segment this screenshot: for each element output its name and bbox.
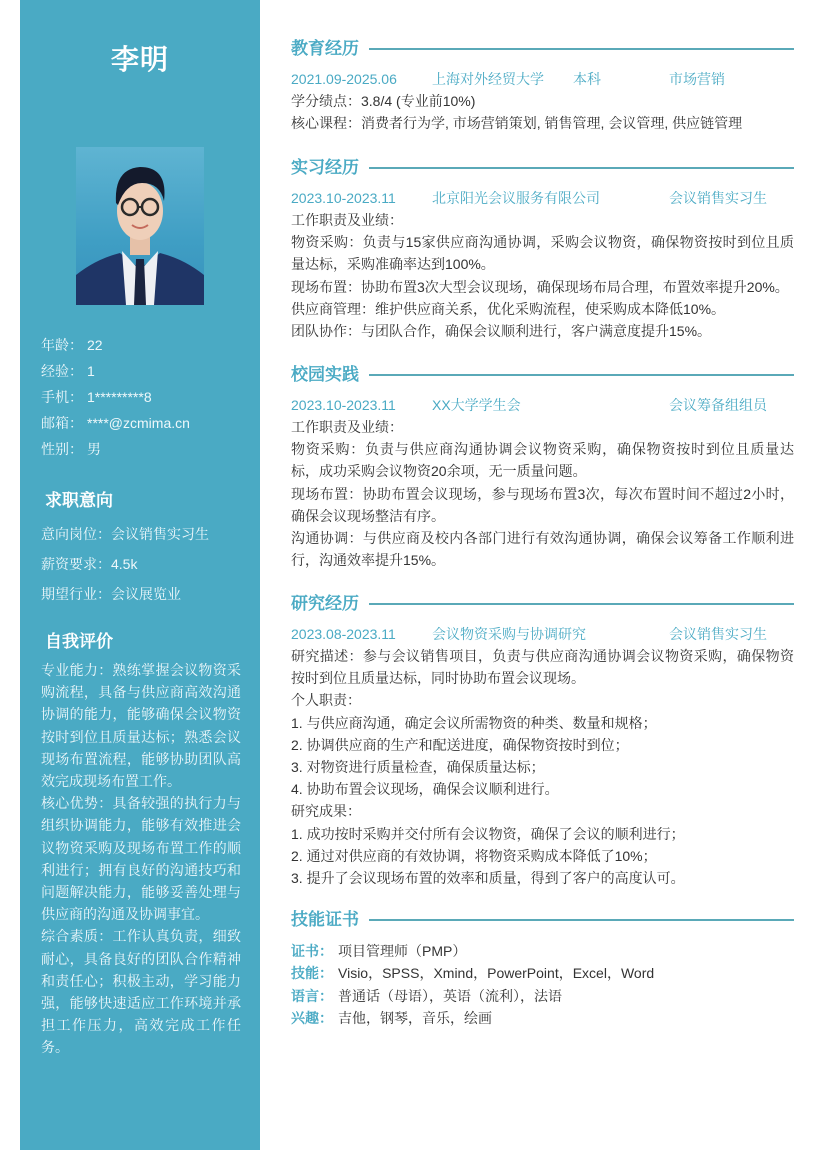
- skill-label: 语言：: [291, 987, 333, 1004]
- intent-label: 意向岗位：: [41, 526, 111, 542]
- skill-certificate: [291, 940, 794, 962]
- entry-header: [291, 623, 794, 645]
- section-rule: [369, 48, 794, 50]
- info-value: 22: [87, 337, 103, 353]
- skill-interests: [291, 1007, 794, 1029]
- section-education: [291, 36, 794, 134]
- entry-period: 2023.10-2023.11: [291, 397, 396, 413]
- skill-label: 兴趣：: [291, 1010, 333, 1027]
- skill-value: 项目管理师（PMP）: [338, 943, 467, 959]
- intent-title: 求职意向: [45, 491, 113, 510]
- body-line: 3. 对物资进行质量检查，确保质量达标；: [291, 759, 545, 776]
- body-line: 1. 与供应商沟通，确定会议所需物资的种类、数量和规格；: [291, 714, 657, 731]
- info-value: 男: [87, 441, 101, 457]
- section-rule: [369, 919, 794, 921]
- body-line: 个人职责：: [291, 692, 361, 709]
- info-label: 经验：: [41, 363, 83, 379]
- body-line: 研究描述：参与会议销售项目，负责与供应商沟通协调会议物资采购，确保物资按时到位且质量达标，同时协助布置会议现场。: [291, 648, 794, 687]
- body-line: 2. 协调供应商的生产和配送进度，确保物资按时到位；: [291, 736, 629, 753]
- info-label: 性别：: [41, 441, 83, 457]
- intent-salary: [41, 552, 256, 582]
- intent-value: 会议销售实习生: [111, 526, 209, 542]
- body-line: 学分绩点：3.8/4 (专业前10%): [291, 93, 476, 109]
- body-line: 现场布置：协助布置3次大型会议现场，确保现场布局合理，布置效率提升20%。: [291, 278, 789, 295]
- section-header: [291, 155, 794, 181]
- section-title: 教育经历: [291, 36, 367, 62]
- entry-role: 会议销售实习生: [669, 626, 767, 642]
- body-line: 现场布置：协助布置会议现场，参与现场布置3次，每次布置时间不超过2小时，确保会议现场整洁有序。: [291, 485, 794, 524]
- info-age: [41, 334, 251, 360]
- entry-body: [291, 90, 794, 134]
- intent-value: 会议展览业: [111, 586, 181, 602]
- skill-tools: [291, 962, 794, 984]
- info-label: 邮箱：: [41, 415, 83, 431]
- portrait-icon: [76, 147, 204, 305]
- skills-list: [291, 940, 794, 1030]
- entry-school: 上海对外经贸大学: [432, 71, 544, 87]
- section-title: 研究经历: [291, 591, 367, 617]
- section-campus: [291, 362, 794, 571]
- entry-body: [291, 416, 794, 571]
- intent-label: 薪资要求：: [41, 556, 111, 572]
- profile-photo: [76, 147, 204, 305]
- skill-label: 技能：: [291, 965, 333, 982]
- body-line: 3. 提升了会议现场布置的效率和质量，得到了客户的高度认可。: [291, 870, 685, 887]
- entry-period: 2021.09-2025.06: [291, 71, 397, 87]
- intent-label: 期望行业：: [41, 586, 111, 602]
- self-eval-title: 自我评价: [45, 632, 113, 651]
- section-research: [291, 591, 794, 889]
- entry-body: [291, 209, 794, 342]
- info-experience: [41, 360, 251, 386]
- entry-period: 2023.08-2023.11: [291, 626, 396, 642]
- section-title: 实习经历: [291, 155, 367, 181]
- section-rule: [369, 603, 794, 605]
- section-rule: [369, 374, 794, 376]
- personal-info: [41, 334, 251, 464]
- body-line: 2. 通过对供应商的有效协调，将物资采购成本降低了10%；: [291, 847, 657, 864]
- info-value: ****@zcmima.cn: [87, 415, 190, 431]
- skill-languages: [291, 985, 794, 1007]
- section-title: 技能证书: [291, 907, 367, 933]
- body-line: 物资采购：负责与供应商沟通协调会议物资采购，确保物资按时到位且质量达标，成功采购会议物资20余项，无一质量问题。: [291, 441, 794, 480]
- info-label: 手机：: [41, 389, 83, 405]
- section-header: [291, 362, 794, 388]
- entry-role: 会议筹备组组员: [669, 397, 767, 413]
- intent-value: 4.5k: [111, 556, 138, 572]
- entry-major: 市场营销: [669, 71, 725, 87]
- body-line: 核心课程：消费者行为学, 市场营销策划, 销售管理, 会议管理, 供应链管理: [291, 115, 743, 132]
- entry-header: [291, 394, 794, 416]
- info-label: 年龄：: [41, 337, 83, 353]
- body-line: 1. 成功按时采购并交付所有会议物资，确保了会议的顺利进行；: [291, 825, 685, 842]
- skill-value: 吉他，钢琴，音乐，绘画: [338, 1010, 492, 1027]
- candidate-name: 李明: [110, 44, 169, 75]
- body-line: 研究成果：: [291, 803, 361, 820]
- entry-header: [291, 68, 794, 90]
- entry-header: [291, 187, 794, 209]
- section-skills: [291, 907, 794, 1030]
- body-line: 工作职责及业绩：: [291, 212, 403, 228]
- eval-paragraph: 综合素质：工作认真负责，细致耐心，具备良好的团队合作精神和责任心；积极主动，学习能力强，能够快速适应工作环境并承担工作压力，高效完成工作任务。: [41, 928, 241, 1056]
- skill-value: 普通话（母语），英语（流利），法语: [338, 987, 562, 1004]
- body-line: 物资采购：负责与15家供应商沟通协调，采购会议物资，确保物资按时到位且质量达标，采购准确率达到100%。: [291, 234, 794, 273]
- intent-industry: [41, 582, 256, 612]
- info-value: 1: [87, 363, 95, 379]
- section-header: [291, 591, 794, 617]
- intent-position: [41, 522, 256, 552]
- body-line: 沟通协调：与供应商及校内各部门进行有效沟通协调，确保会议筹备工作顺利进行，沟通效率提升15%。: [291, 530, 794, 569]
- section-rule: [369, 167, 794, 169]
- entry-body: [291, 645, 794, 889]
- info-value: 1*********8: [87, 389, 152, 405]
- info-email: [41, 412, 251, 438]
- body-line: 供应商管理：维护供应商关系，优化采购流程，使采购成本降低10%。: [291, 300, 726, 317]
- entry-project: 会议物资采购与协调研究: [432, 626, 586, 642]
- entry-role: 会议销售实习生: [669, 190, 767, 206]
- body-line: 团队协作：与团队合作，确保会议顺利进行，客户满意度提升15%。: [291, 323, 712, 340]
- section-internship: [291, 155, 794, 342]
- job-intent: [41, 522, 256, 612]
- sidebar: [20, 0, 260, 1150]
- section-title: 校园实践: [291, 362, 367, 388]
- eval-paragraph: 核心优势：具备较强的执行力与组织协调能力，能够有效推进会议物资采购及现场布置工作的顺利进行；拥有良好的沟通技巧和问题解决能力，能够妥善处理与供应商的沟通及协调事宜。: [41, 795, 241, 923]
- entry-company: 北京阳光会议服务有限公司: [432, 190, 600, 206]
- info-phone: [41, 386, 251, 412]
- entry-org: XX大学学生会: [432, 397, 521, 413]
- skill-value: Visio，SPSS，Xmind，PowerPoint，Excel，Word: [338, 965, 655, 982]
- entry-degree: 本科: [573, 71, 601, 87]
- entry-period: 2023.10-2023.11: [291, 190, 396, 206]
- section-header: [291, 36, 794, 62]
- info-gender: [41, 438, 251, 464]
- body-line: 4. 协助布置会议现场，确保会议顺利进行。: [291, 781, 559, 798]
- skill-label: 证书：: [291, 943, 333, 959]
- body-line: 工作职责及业绩：: [291, 419, 403, 435]
- eval-paragraph: 专业能力：熟练掌握会议物资采购流程，具备与供应商高效沟通协调的能力，能够确保会议物资按时到位且质量达标；熟悉会议现场布置流程，能够协助团队高效完成现场布置工作。: [41, 662, 241, 790]
- section-header: [291, 907, 794, 933]
- self-evaluation: [41, 659, 241, 1059]
